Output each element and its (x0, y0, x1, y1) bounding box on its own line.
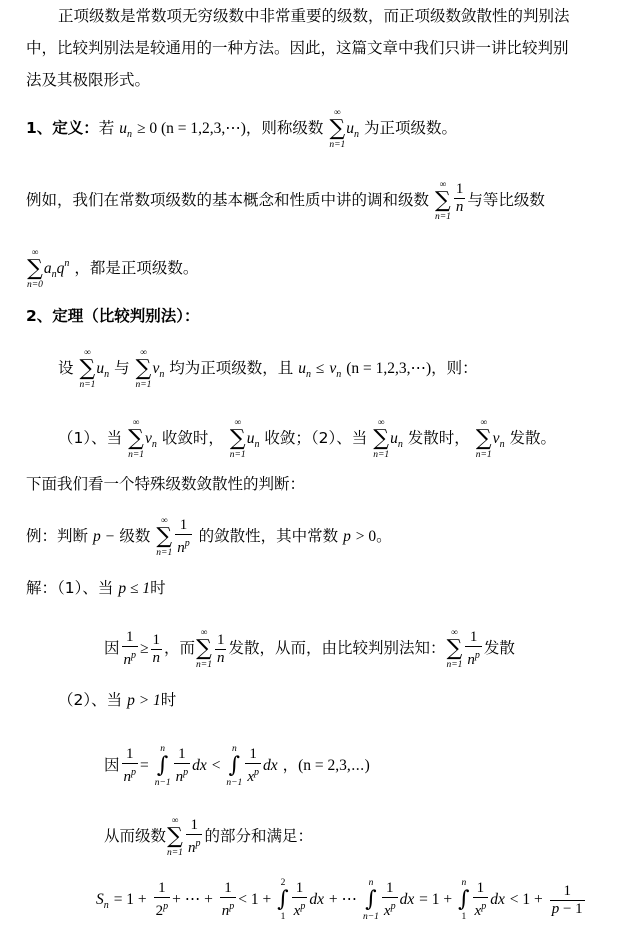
case2-label: 收敛；（2）、当 (264, 429, 368, 447)
integral-4: n ∫ n−1 (362, 878, 379, 922)
example-tail: ，都是正项级数。 (74, 259, 199, 277)
sum-p-series: ∞ ∑ n=1 (156, 516, 173, 558)
example-line-2: ∞ ∑ n=0 $a_nq^n$ ，都是正项级数。 (27, 248, 199, 290)
solution-case2 (58, 690, 176, 711)
sum-harmonic: ∞ ∑ n=1 (434, 180, 451, 222)
example-and: 与等比级数 (467, 191, 545, 209)
range-text: ，(n = 2,3,⋯) (282, 757, 370, 774)
example-line (26, 180, 545, 222)
theorem-then: ，则： (431, 359, 478, 377)
sum-un-2: ∞ ∑ n=1 (79, 348, 96, 390)
frac-1-n-2: $\frac{1}{n}$ (152, 631, 161, 666)
definition-line: 1、定义：若 $u_n \ge 0$ (n = 1,2,3,⋯)，则称级数 ∞ ∑ n=1 $u_n$ 为正项级数。 (26, 108, 457, 150)
partial-sum-inequality: $S_n = 1$ + $\frac{1}{2^p}$ + ⋯ + $\frac{1}{n^p}$ < 1 + 2 ∫ 1 $\frac{1}{x^p}$ dx + ⋯ n ∫ n−1 $\frac{1}{x^p}$ dx = 1 + n ∫ 1 $\frac{1}{x^p}$ dx < 1 + $\frac{1}{p - 1}$ (96, 878, 583, 922)
because-1: 因 (104, 639, 120, 657)
sum-vn-3: ∞ ∑ n=1 (475, 418, 492, 460)
solution-cond1: p ≤ 1 (118, 580, 151, 597)
solution-heading: 解：（1）、当 (26, 579, 114, 597)
sum-un-4: ∞ ∑ n=1 (373, 418, 390, 460)
case1-converge: 收敛时， (161, 429, 224, 447)
frac-1-np-6: $\frac{1}{n^p}$ (187, 817, 201, 856)
intro-line-3: 法及其极限形式。 (26, 71, 151, 89)
diverge-text-2: 发散 (483, 639, 515, 657)
integral-5: n ∫ 1 (458, 878, 470, 922)
partial-sum-intro (104, 816, 313, 858)
but-text: ，而 (164, 639, 196, 657)
example2-period: 。 (376, 527, 392, 545)
integral-inequality: 因 $\frac{1}{n^p}$ = n ∫ n−1 $\frac{1}{n^p}$ dx < n ∫ n−1 $\frac{1}{x^p}$ dx ，(n = 2,3,⋯) (104, 744, 370, 788)
partial-a: 从而级数 (104, 827, 167, 845)
definition-heading: 1、定义： (26, 119, 99, 137)
frac-1-n: $\frac{1}{n}$ (455, 181, 464, 215)
frac-1-np-5: $\frac{1}{n^p}$ (175, 746, 189, 785)
frac-1-n-3: $\frac{1}{n}$ (216, 631, 225, 666)
example2-line: 例：判断 p − 级数 ∞ ∑ n=1 $\frac{1}{n^p}$ 的敛散性，其中常数 p > 0。 (26, 516, 392, 558)
frac-1-xp-2: $\frac{1}{x^p}$ (293, 880, 306, 919)
sum-un: ∞ ∑ n=1 (329, 108, 346, 150)
solution-case1-detail: 因 $\frac{1}{n^p}$ ≥ $\frac{1}{n}$ ，而 ∞ ∑ n=1 $\frac{1}{n}$ 发散，从而，由比较判别法知： ∞ ∑ n=1 $\frac{1}{n^p}$ 发散 (104, 628, 515, 670)
diverge-text-1: 发散，从而，由比较判别法知： (228, 639, 446, 657)
sum-vn-2: ∞ ∑ n=1 (128, 418, 144, 460)
sum-p-series-2: ∞ ∑ n=1 (446, 628, 463, 670)
example2-convergence: 的敛散性，其中常数 (198, 527, 339, 545)
case2-diverge: 发散时， (407, 429, 470, 447)
theorem-cases: （1）、当 ∞ ∑ n=1 $v_n$ 收敛时， ∞ ∑ n=1 $u_n$ 收敛；（2）、当 ∞ ∑ n=1 $u_n$ 发散时， ∞ ∑ n=1 $v_n$ 发散。 (58, 418, 557, 460)
example2-judge: 例：判断 (26, 527, 89, 545)
frac-1-np: $\frac{1}{n^p}$ (177, 517, 190, 556)
case2-when: 时 (160, 691, 177, 709)
frac-1-xp-4: $\frac{1}{x^p}$ (474, 880, 487, 919)
theorem-heading: 2、定理（比较判别法）： (26, 307, 200, 325)
case2-tail: 发散。 (509, 429, 557, 447)
frac-1-xp-3: $\frac{1}{x^p}$ (383, 880, 396, 919)
theorem-condition: (n = 1,2,3,⋯) (346, 360, 432, 377)
sum-un-3: ∞ ∑ n=1 (229, 418, 246, 460)
integral-1: n ∫ n−1 (154, 744, 171, 788)
theorem-set: 设 (58, 359, 74, 377)
sum-harmonic-2: ∞ ∑ n=1 (196, 628, 212, 670)
solution-cond2: p > 1 (127, 692, 161, 709)
definition-condition: ≥ 0 (n = 1,2,3,⋯) (136, 120, 246, 137)
theorem-positive: 均为正项级数，且 (169, 359, 294, 377)
theorem-line: 设 ∞ ∑ n=1 $u_n$ 与 ∞ ∑ n=1 $v_n$ 均为正项级数，且 $u_n \le v_n$ (n = 1,2,3,⋯)，则： (58, 348, 478, 390)
integral-3: 2 ∫ 1 (277, 878, 289, 922)
solution-case1 (26, 578, 166, 599)
sum-geometric: ∞ ∑ n=0 (27, 248, 43, 290)
intro-line-2: 中，比较判别法是较通用的一种方法。因此，这篇文章中我们只讲一讲比较判别 (26, 39, 569, 57)
frac-1-np-2: $\frac{1}{n^p}$ (123, 629, 137, 668)
partial-b: 的部分和满足： (204, 827, 313, 845)
solution-when: 时 (150, 579, 166, 597)
example-text: 例如，我们在常数项级数的基本概念和性质中讲的调和级数 (26, 191, 430, 209)
intro-line-1: 正项级数是常数项无穷级数中非常重要的级数，而正项级数敛散性的判别法 (58, 7, 570, 25)
sum-vn: ∞ ∑ n=1 (135, 348, 152, 390)
frac-1-np-3: $\frac{1}{n^p}$ (467, 629, 480, 668)
definition-then: ，则称级数 (245, 119, 324, 137)
case2-heading: （2）、当 (58, 691, 123, 709)
definition-if: 若 (98, 119, 115, 137)
frac-1-2p: $\frac{1}{2^p}$ (155, 880, 169, 919)
frac-1-np-4: $\frac{1}{n^p}$ (123, 746, 137, 785)
theorem-and: 与 (114, 359, 130, 377)
case1-label: （1）、当 (58, 429, 123, 447)
integral-2: n ∫ n−1 (226, 744, 243, 788)
below-text: 下面我们看一个特殊级数敛散性的判断： (26, 475, 306, 493)
sum-p-series-3: ∞ ∑ n=1 (167, 816, 183, 858)
because-2: 因 (104, 756, 120, 774)
example2-series: 级数 (119, 527, 151, 545)
frac-1-xp: $\frac{1}{x^p}$ (247, 746, 259, 785)
definition-tail: 为正项级数。 (363, 119, 457, 137)
frac-1-p-1: $\frac{1}{p - 1}$ (551, 882, 583, 917)
frac-1-np-7: $\frac{1}{n^p}$ (221, 880, 235, 919)
